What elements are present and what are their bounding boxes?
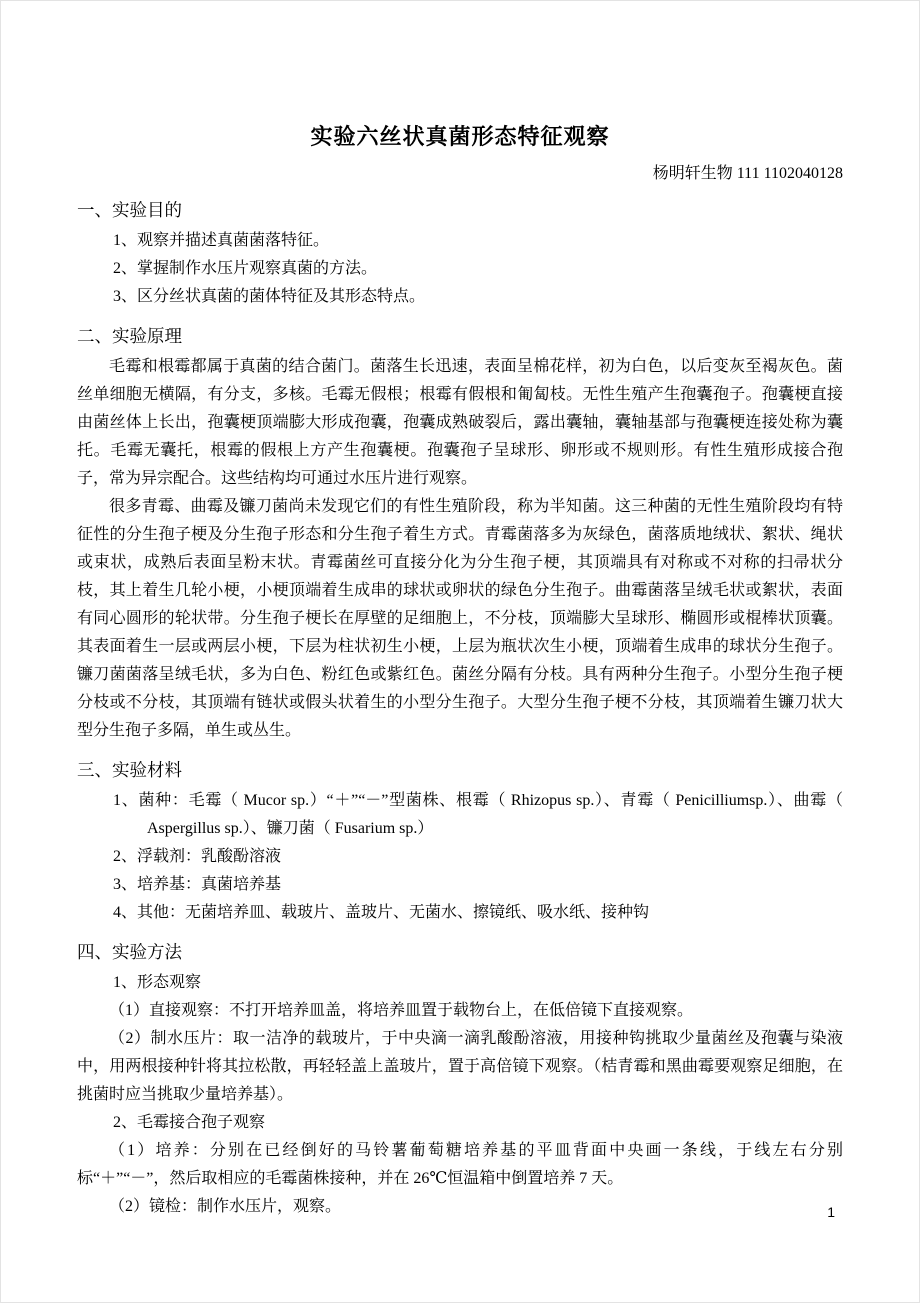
paragraph: （2）制水压片：取一洁净的载玻片，于中央滴一滴乳酸酚溶液，用接种钩挑取少量菌丝及孢囊与染液中，用两根接种针将其拉松散，再轻轻盖上盖玻片，置于高倍镜下观察。（桔青霉和黑曲霉要观察足细胞，在挑菌时应当挑取少量培养基）。 <box>77 1030 843 1103</box>
list-item: 2、毛霉接合孢子观察 <box>113 1114 266 1131</box>
section-heading-methods: 四、实验方法 <box>77 942 182 962</box>
section-materials <box>77 755 843 927</box>
section-heading-materials: 三、实验材料 <box>77 760 182 780</box>
list-item: 1、菌种：毛霉（ Mucor sp.）“＋”“－”型菌株、根霉（ Rhizopus sp.）、青霉（ Penicilliumsp.）、曲霉（ Aspergillus sp.）、镰刀菌（ Fusarium sp.） <box>113 792 843 837</box>
paragraph: （2）镜检：制作水压片，观察。 <box>109 1198 342 1215</box>
list-item: 1、形态观察 <box>113 974 202 991</box>
section-heading-objectives: 一、实验目的 <box>77 200 182 220</box>
list-item: 2、浮载剂：乳酸酚溶液 <box>113 848 282 865</box>
list-item: 2、掌握制作水压片观察真菌的方法。 <box>113 260 378 277</box>
list-item: 3、区分丝状真菌的菌体特征及其形态特点。 <box>113 288 426 305</box>
section-methods <box>77 937 843 1221</box>
document-title: 实验六丝状真菌形态特征观察 <box>310 124 610 149</box>
section-principle <box>77 321 843 745</box>
paragraph: 很多青霉、曲霉及镰刀菌尚未发现它们的有性生殖阶段，称为半知菌。这三种菌的无性生殖阶段均有特征性的分生孢子梗及分生孢子形态和分生孢子着生方式。青霉菌落多为灰绿色，菌落质地绒状、絮状、绳状或束状，成熟后表面呈粉末状。青霉菌丝可直接分化为分生孢子梗，其顶端具有对称或不对称的扫帚状分枝，其上着生几轮小梗，小梗顶端着生成串的球状或卵状的绿色分生孢子。曲霉菌落呈绒毛状或絮状，表面有同心圆形的轮状带。分生孢子梗长在厚壁的足细胞上，不分枝，顶端膨大呈球形、椭圆形或棍棒状顶囊。其表面着生一层或两层小梗，下层为柱状初生小梗，上层为瓶状次生小梗，顶端着生成串的球状分生孢子。镰刀菌菌落呈绒毛状，多为白色、粉红色或紫红色。菌丝分隔有分枝。具有两种分生孢子。小型分生孢子梗分枝或不分枝，其顶端有链状或假头状着生的小型分生孢子。大型分生孢子梗不分枝，其顶端着生镰刀状大型分生孢子多隔，单生或丛生。 <box>77 498 843 739</box>
document-content <box>77 1 843 1221</box>
paragraph: （1）培养：分别在已经倒好的马铃薯葡萄糖培养基的平皿背面中央画一条线，于线左右分别标“＋”“－”，然后取相应的毛霉菌株接种，并在 26℃恒温箱中倒置培养 7 天。 <box>77 1142 843 1187</box>
list-item: 1、观察并描述真菌菌落特征。 <box>113 232 330 249</box>
page-number: 1 <box>827 1204 835 1220</box>
list-item: 3、培养基：真菌培养基 <box>113 876 282 893</box>
paragraph: （1）直接观察：不打开培养皿盖，将培养皿置于载物台上，在低倍镜下直接观察。 <box>109 1002 694 1019</box>
section-objectives <box>77 195 843 311</box>
list-item: 4、其他：无菌培养皿、载玻片、盖玻片、无菌水、擦镜纸、吸水纸、接种钩 <box>113 904 650 921</box>
section-heading-principle: 二、实验原理 <box>77 326 182 346</box>
paragraph: 毛霉和根霉都属于真菌的结合菌门。菌落生长迅速，表面呈棉花样，初为白色，以后变灰至褐灰色。菌丝单细胞无横隔，有分支，多核。毛霉无假根；根霉有假根和匍匐枝。无性生殖产生孢囊孢子。孢囊梗直接由菌丝体上长出，孢囊梗顶端膨大形成孢囊，孢囊成熟破裂后，露出囊轴，囊轴基部与孢囊梗连接处称为囊托。毛霉无囊托，根霉的假根上方产生孢囊梗。孢囊孢子呈球形、卵形或不规则形。有性生殖形成接合孢子，常为异宗配合。这些结构均可通过水压片进行观察。 <box>77 358 843 487</box>
author-line: 杨明轩生物 111 1102040128 <box>652 165 843 182</box>
